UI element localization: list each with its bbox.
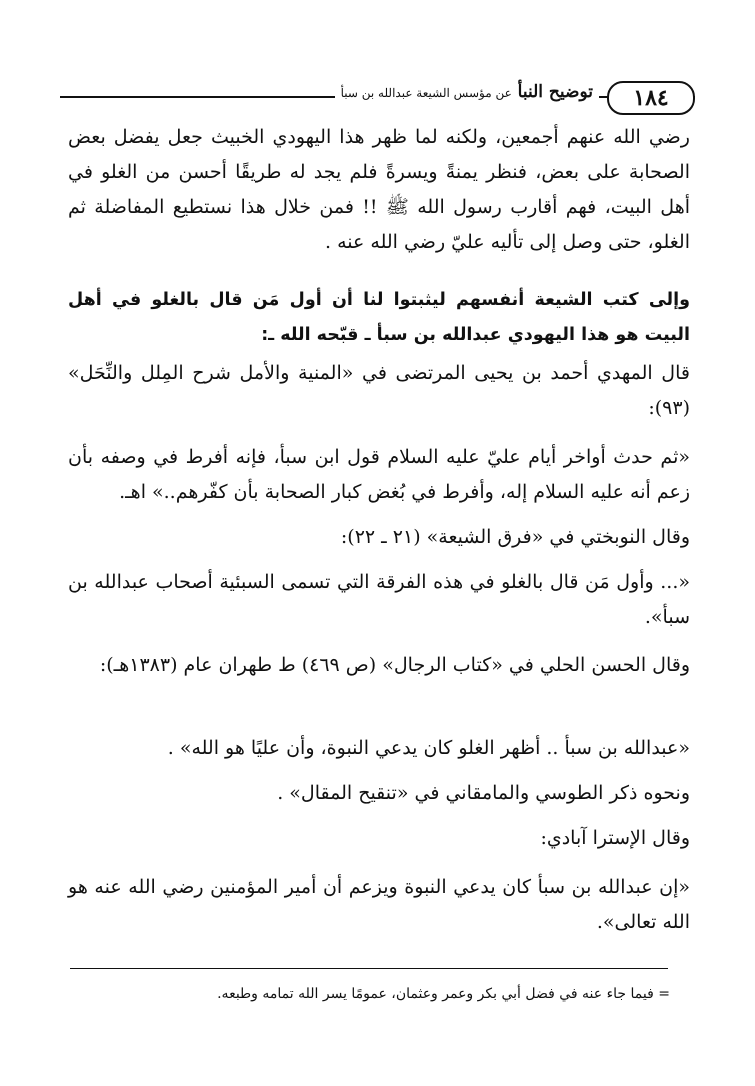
running-title-main: توضيح النبأ <box>517 82 593 102</box>
page-number: ١٨٤ <box>607 81 695 115</box>
paragraph-quote-source-mahdi: قال المهدي أحمد بن يحيى المرتضى في «المنية والأمل شرح المِلل والنِّحَل» (٩٣): <box>68 362 690 419</box>
footnote: = فيما جاء عنه في فضل أبي بكر وعمر وعثمان، عمومًا يسر الله تمامه وطبعه. <box>217 986 670 1002</box>
paragraph-tusi-mamaqani: ونحوه ذكر الطوسي والمامقاني في «تنقيح المقال» . <box>277 782 690 804</box>
paragraph-quote-mahdi: «ثم حدث أواخر أيام عليّ عليه السلام قول ابن سبأ، فإنه أفرط في وصفه بأن زعم أنه عليه السلام إله، وأفرط في بُغض كبار الصحابة بأن كفّرهم..» اهـ. <box>68 446 690 503</box>
footnote-divider <box>70 968 668 969</box>
paragraph-bold-heading: وإلى كتب الشيعة أنفسهم ليثبتوا لنا أن أول مَن قال بالغلو في أهل البيت هو هذا اليهودي عبدالله بن سبأ ـ قبّحه الله ـ: <box>68 290 690 345</box>
paragraph-quote-hilli: «عبدالله بن سبأ .. أظهر الغلو كان يدعي النبوة، وأن عليًا هو الله» . <box>167 737 690 759</box>
page-header <box>60 78 695 114</box>
paragraph-quote-astarabadi: «إن عبدالله بن سبأ كان يدعي النبوة ويزعم أن أمير المؤمنين رضي الله عنه هو الله تعالى». <box>68 876 690 933</box>
running-title-sub: عن مؤسس الشيعة عبدالله بن سبأ <box>340 86 512 100</box>
paragraph-quote-source-hilli: وقال الحسن الحلي في «كتاب الرجال» (ص ٤٦٩) ط طهران عام (١٣٨٣هـ): <box>99 654 690 676</box>
paragraph-quote-nawbakhti: «... وأول مَن قال بالغلو في هذه الفرقة التي تسمى السبئية أصحاب عبدالله بن سبأ». <box>68 571 690 628</box>
paragraph-intro: رضي الله عنهم أجمعين، ولكنه لما ظهر هذا اليهودي الخبيث جعل يفضل بعض الصحابة على بعض، فنظر يمنةً ويسرةً فلم يجد له طريقًا أحسن من الغلو في أهل البيت، فهم أقارب رسول الله ﷺ !! فمن خلال هذا نستطيع المفاضلة ثم الغلو، حتى وصل إلى تأليه عليّ رضي الله عنه . <box>68 126 690 253</box>
paragraph-quote-source-nawbakhti: وقال النوبختي في «فرق الشيعة» (٢١ ـ ٢٢): <box>340 526 690 548</box>
paragraph-quote-source-astarabadi: وقال الإسترا آبادي: <box>540 827 690 849</box>
running-title <box>335 82 599 102</box>
